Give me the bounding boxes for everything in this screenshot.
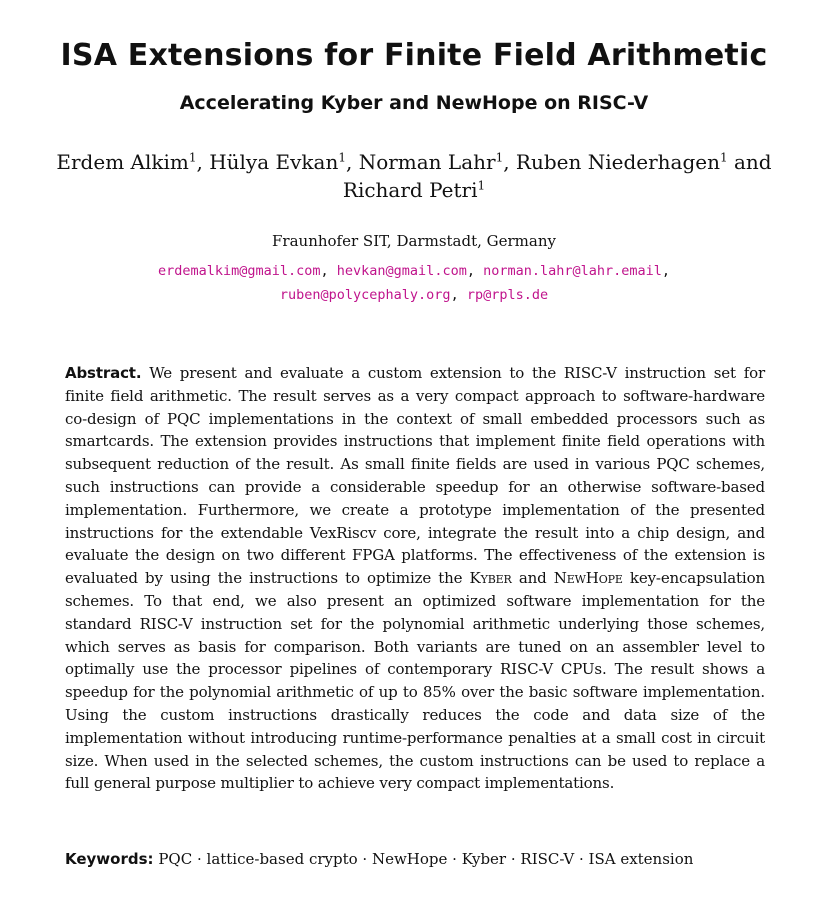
keyword-item: ISA extension: [588, 850, 694, 868]
keyword-item: Kyber: [461, 850, 507, 868]
author-separator: and: [727, 150, 772, 174]
author-line-2: [20, 176, 808, 204]
author-separator: ,: [503, 150, 516, 174]
abstract-text-part1: We present and evaluate a custom extension to the RISC-V instruction set for finite field arithmetic. The result serves as a very compact approach to software-hardware co-design of PQC implementations in the context of small embedded processors such as smartcards. The extension provides instructions that implement finite field operations with subsequent reduction of the result. As small finite fields are used in various PQC schemes, such instructions can provide a considerable speedup for an otherwise software-based implementation. Furthermore, we create a prototype implementation of the presented instructions for the extendable VexRiscv core, integrate the result into a chip design, and evaluate the design on two different FPGA platforms. The effectiveness of the extension is evaluated by using the instructions to optimize the: [65, 364, 765, 588]
keywords-label: Keywords:: [65, 850, 154, 868]
author-list: [20, 148, 808, 204]
keywords: [65, 850, 785, 868]
author-separator: ,: [345, 150, 359, 174]
author-name: Richard Petri: [342, 178, 478, 202]
keyword-item: NewHope: [371, 850, 448, 868]
keyword-item: lattice-based crypto: [206, 850, 358, 868]
affiliation: Fraunhofer SIT, Darmstadt, Germany: [272, 232, 556, 250]
keyword-separator: ·: [192, 850, 207, 868]
email-list: erdemalkim@gmail.com, hevkan@gmail.com, norman.lahr@lahr.email, ruben@polycephaly.org, rp@rpls.de: [157, 263, 671, 303]
paper-subtitle: Accelerating Kyber and NewHope on RISC-V: [179, 92, 649, 114]
keyword-separator: ·: [357, 850, 372, 868]
scheme-name-newhope: NewHope: [553, 569, 623, 588]
keyword-item: RISC-V: [520, 850, 575, 868]
abstract-text-part2: key-encapsulation schemes. To that end, we also present an optimized software implementation for the standard RISC-V instruction set for the polynomial arithmetic underlying those schemes, which serves as basis for comparison. Both variants are tuned on an assembler level to optimally use the processor pipelines of contemporary RISC-V CPUs. The result shows a speedup for the polynomial arithmetic of up to 85% over the basic software implementation. Using the custom instructions drastically reduces the code and data size of the implementation without introducing runtime-performance penalties at a small cost in circuit size. When used in the selected schemes, the custom instructions can be used to replace a full general purpose multiplier to achieve very compact implementations.: [65, 569, 765, 793]
author-affiliation-mark: 1: [477, 178, 486, 193]
email-link[interactable]: erdemalkim@gmail.com: [157, 263, 321, 279]
author-name: Norman Lahr: [358, 150, 496, 174]
author-separator: ,: [196, 150, 210, 174]
abstract-label: Abstract.: [65, 364, 142, 382]
keyword-item: PQC: [158, 850, 193, 868]
abstract-conjunction: and: [518, 569, 547, 588]
author-affiliation-mark: 1: [338, 150, 346, 165]
author-name: Ruben Niederhagen: [515, 150, 720, 174]
keyword-separator: ·: [574, 850, 589, 868]
abstract: [65, 362, 765, 795]
author-affiliation-mark: 1: [495, 150, 504, 165]
author-line-1: [20, 148, 808, 176]
author-affiliation-mark: 1: [188, 150, 197, 165]
paper-title: ISA Extensions for Finite Field Arithmetic: [60, 38, 768, 73]
email-link[interactable]: norman.lahr@lahr.email: [483, 263, 662, 279]
email-link[interactable]: rp@rpls.de: [466, 287, 549, 303]
scheme-name-kyber: Kyber: [469, 569, 512, 588]
author-affiliation-mark: 1: [720, 150, 728, 165]
keywords-list: [158, 850, 693, 868]
email-link[interactable]: ruben@polycephaly.org: [279, 287, 451, 303]
keyword-separator: ·: [447, 850, 462, 868]
email-link[interactable]: hevkan@gmail.com: [336, 263, 467, 279]
keyword-separator: ·: [506, 850, 521, 868]
author-name: Erdem Alkim: [56, 150, 189, 174]
author-name: Hülya Evkan: [209, 150, 339, 174]
